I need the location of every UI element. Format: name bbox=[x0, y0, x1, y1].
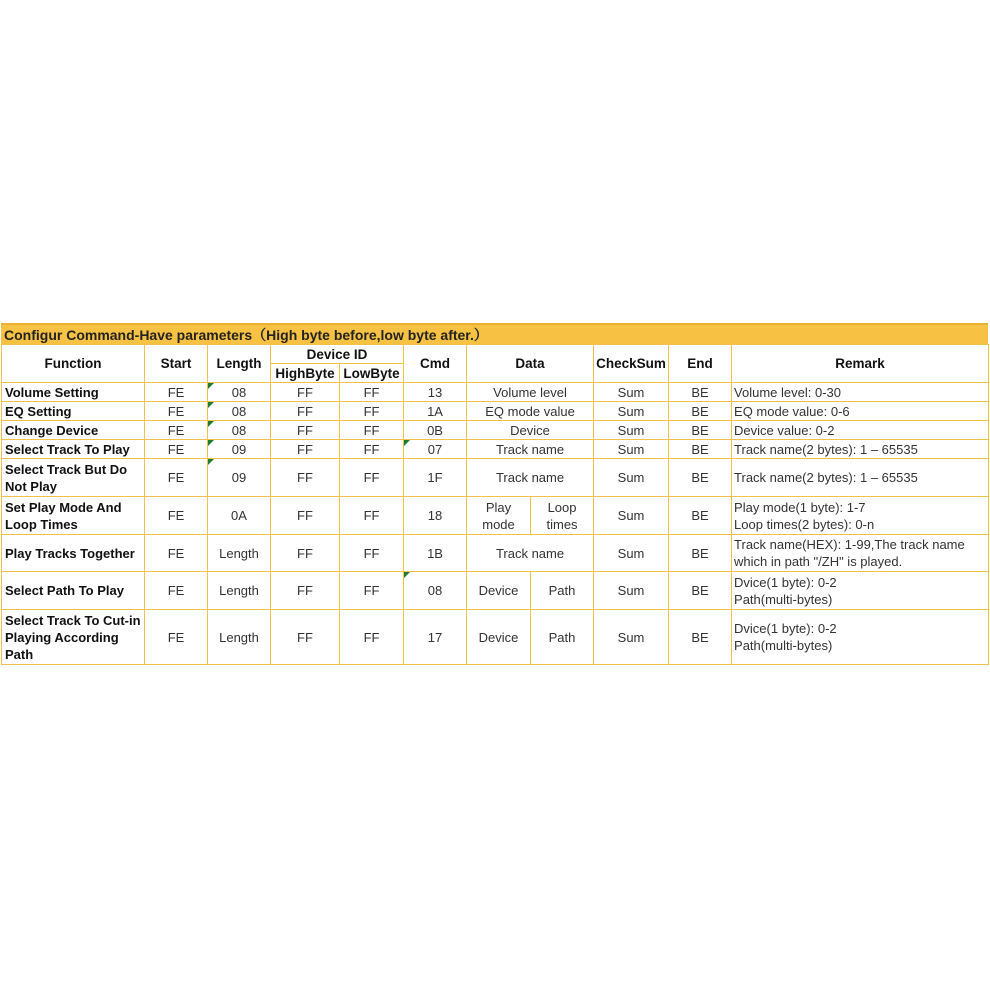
cell-end: BE bbox=[669, 440, 732, 459]
cell-cmd: 1B bbox=[404, 535, 467, 572]
cell-end: BE bbox=[669, 383, 732, 402]
cell-data: Volume level bbox=[467, 383, 594, 402]
cell-start: FE bbox=[145, 572, 208, 610]
cell-checksum: Sum bbox=[594, 402, 669, 421]
cell-data-b: Loop times bbox=[531, 497, 594, 535]
cell-remark bbox=[732, 383, 989, 402]
remark-line: Dvice(1 byte): 0-2 bbox=[734, 574, 837, 590]
table-row bbox=[2, 572, 989, 610]
cell-function: Play Tracks Together bbox=[2, 535, 145, 572]
cell-function: Set Play Mode And Loop Times bbox=[2, 497, 145, 535]
cell-length: Length bbox=[208, 572, 271, 610]
cell-data: Track name bbox=[467, 440, 594, 459]
cell-data-a: Play mode bbox=[467, 497, 531, 535]
cell-remark bbox=[732, 440, 989, 459]
cell-end: BE bbox=[669, 421, 732, 440]
cell-remark bbox=[732, 497, 989, 535]
header-data: Data bbox=[467, 345, 594, 383]
cell-cmd: 1F bbox=[404, 459, 467, 497]
table-row bbox=[2, 610, 989, 665]
header-high-byte: HighByte bbox=[271, 364, 340, 383]
cell-start: FE bbox=[145, 535, 208, 572]
table-row bbox=[2, 421, 989, 440]
cell-high-byte: FF bbox=[271, 610, 340, 665]
cell-length: 08 bbox=[208, 402, 271, 421]
cell-low-byte: FF bbox=[340, 421, 404, 440]
cell-end: BE bbox=[669, 572, 732, 610]
remark-line: Track name(2 bytes): 1 – 65535 bbox=[734, 441, 918, 457]
header-low-byte: LowByte bbox=[340, 364, 404, 383]
remark-line: EQ mode value: 0-6 bbox=[734, 403, 850, 419]
cell-cmd: 17 bbox=[404, 610, 467, 665]
remark-line: Path(multi-bytes) bbox=[734, 638, 833, 653]
cell-function: EQ Setting bbox=[2, 402, 145, 421]
cell-low-byte: FF bbox=[340, 459, 404, 497]
cell-cmd: 07 bbox=[404, 440, 467, 459]
cell-cmd: 08 bbox=[404, 572, 467, 610]
cell-low-byte: FF bbox=[340, 440, 404, 459]
cell-remark bbox=[732, 610, 989, 665]
cell-low-byte: FF bbox=[340, 497, 404, 535]
cell-end: BE bbox=[669, 459, 732, 497]
table-row bbox=[2, 535, 989, 572]
cell-length: 09 bbox=[208, 459, 271, 497]
cell-cmd: 13 bbox=[404, 383, 467, 402]
table-row bbox=[2, 402, 989, 421]
cell-checksum: Sum bbox=[594, 610, 669, 665]
cell-data: EQ mode value bbox=[467, 402, 594, 421]
cell-low-byte: FF bbox=[340, 535, 404, 572]
remark-line: Volume level: 0-30 bbox=[734, 384, 841, 400]
cell-cmd: 1A bbox=[404, 402, 467, 421]
cell-function: Select Path To Play bbox=[2, 572, 145, 610]
cell-low-byte: FF bbox=[340, 402, 404, 421]
table-row bbox=[2, 459, 989, 497]
cell-cmd: 0B bbox=[404, 421, 467, 440]
cell-remark bbox=[732, 572, 989, 610]
cell-low-byte: FF bbox=[340, 610, 404, 665]
table-title: Configur Command-Have parameters（High byte before,low byte after.） bbox=[1, 323, 988, 344]
cell-remark bbox=[732, 535, 989, 572]
remark-line: Device value: 0-2 bbox=[734, 422, 835, 438]
cell-start: FE bbox=[145, 497, 208, 535]
remark-line: Play mode(1 byte): 1-7 bbox=[734, 499, 866, 515]
cell-high-byte: FF bbox=[271, 459, 340, 497]
remark-line: Loop times(2 bytes): 0-n bbox=[734, 516, 875, 532]
cell-low-byte: FF bbox=[340, 383, 404, 402]
cell-length: 08 bbox=[208, 421, 271, 440]
cell-end: BE bbox=[669, 497, 732, 535]
cell-data-a: Device bbox=[467, 572, 531, 610]
cell-high-byte: FF bbox=[271, 383, 340, 402]
cell-checksum: Sum bbox=[594, 535, 669, 572]
header-remark: Remark bbox=[732, 345, 989, 383]
cell-start: FE bbox=[145, 610, 208, 665]
cell-checksum: Sum bbox=[594, 383, 669, 402]
cell-data-b: Path bbox=[531, 572, 594, 610]
header-device-id: Device ID bbox=[271, 345, 404, 364]
cell-start: FE bbox=[145, 402, 208, 421]
cell-high-byte: FF bbox=[271, 440, 340, 459]
cell-checksum: Sum bbox=[594, 497, 669, 535]
cell-high-byte: FF bbox=[271, 535, 340, 572]
cell-end: BE bbox=[669, 610, 732, 665]
remark-line: Track name(2 bytes): 1 – 65535 bbox=[734, 470, 918, 485]
remark-line: which in path "/ZH" is played. bbox=[734, 554, 903, 569]
cell-start: FE bbox=[145, 383, 208, 402]
table-row bbox=[2, 383, 989, 402]
header-length: Length bbox=[208, 345, 271, 383]
cell-start: FE bbox=[145, 459, 208, 497]
cell-end: BE bbox=[669, 402, 732, 421]
cell-high-byte: FF bbox=[271, 497, 340, 535]
cell-length: 08 bbox=[208, 383, 271, 402]
table-row bbox=[2, 440, 989, 459]
header-start: Start bbox=[145, 345, 208, 383]
cell-high-byte: FF bbox=[271, 572, 340, 610]
cell-length: Length bbox=[208, 610, 271, 665]
cell-length: 09 bbox=[208, 440, 271, 459]
cell-function: Volume Setting bbox=[2, 383, 145, 402]
cell-start: FE bbox=[145, 440, 208, 459]
header-end: End bbox=[669, 345, 732, 383]
cell-function: Select Track To Cut-in Playing According Path bbox=[2, 610, 145, 665]
cell-checksum: Sum bbox=[594, 421, 669, 440]
cell-data: Track name bbox=[467, 459, 594, 497]
cell-low-byte: FF bbox=[340, 572, 404, 610]
command-table bbox=[1, 344, 989, 665]
remark-line: Track name(HEX): 1-99,The track name bbox=[734, 537, 965, 552]
table-row bbox=[2, 497, 989, 535]
command-table-sheet bbox=[1, 323, 988, 665]
remark-line: Dvice(1 byte): 0-2 bbox=[734, 621, 837, 636]
cell-checksum: Sum bbox=[594, 459, 669, 497]
cell-function: Change Device bbox=[2, 421, 145, 440]
remark-line: Path(multi-bytes) bbox=[734, 591, 833, 607]
cell-remark bbox=[732, 421, 989, 440]
cell-high-byte: FF bbox=[271, 421, 340, 440]
cell-data-b: Path bbox=[531, 610, 594, 665]
cell-cmd: 18 bbox=[404, 497, 467, 535]
cell-remark bbox=[732, 459, 989, 497]
header-cmd: Cmd bbox=[404, 345, 467, 383]
cell-data-a: Device bbox=[467, 610, 531, 665]
cell-checksum: Sum bbox=[594, 440, 669, 459]
cell-remark bbox=[732, 402, 989, 421]
cell-length: 0A bbox=[208, 497, 271, 535]
cell-function: Select Track To Play bbox=[2, 440, 145, 459]
cell-end: BE bbox=[669, 535, 732, 572]
header-checksum: CheckSum bbox=[594, 345, 669, 383]
header-function: Function bbox=[2, 345, 145, 383]
cell-length: Length bbox=[208, 535, 271, 572]
cell-data: Device bbox=[467, 421, 594, 440]
cell-start: FE bbox=[145, 421, 208, 440]
cell-checksum: Sum bbox=[594, 572, 669, 610]
cell-high-byte: FF bbox=[271, 402, 340, 421]
cell-function: Select Track But Do Not Play bbox=[2, 459, 145, 497]
cell-data: Track name bbox=[467, 535, 594, 572]
